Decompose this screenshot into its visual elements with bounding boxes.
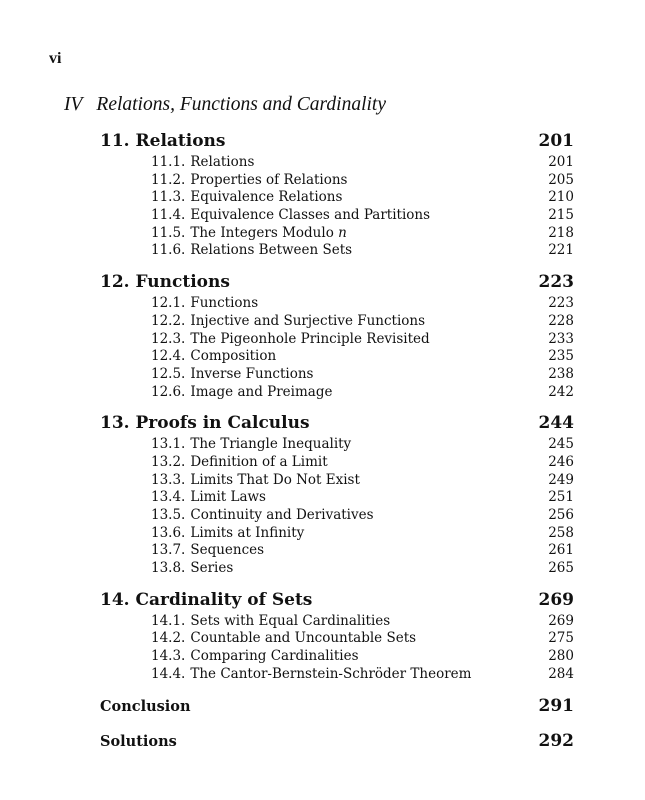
section-title: Inverse Functions — [190, 365, 314, 382]
section-title: Sequences — [190, 542, 265, 559]
section-page: 215 — [548, 207, 574, 224]
back-matter — [100, 693, 574, 754]
section-page: 251 — [548, 489, 574, 506]
section-page: 201 — [548, 154, 574, 170]
section-title: Injective and Surjective Functions — [190, 312, 426, 329]
chapter-12 — [100, 269, 574, 401]
section-number: 13.2. — [151, 453, 186, 470]
section-entry[interactable] — [151, 542, 574, 560]
section-entry[interactable] — [151, 189, 574, 207]
section-entry[interactable] — [151, 172, 574, 190]
section-entry[interactable] — [151, 154, 574, 172]
section-number: 14.3. — [151, 648, 186, 665]
chapter-title: 14. Cardinality of Sets — [100, 589, 313, 610]
section-title: Limit Laws — [190, 489, 266, 506]
section-number: 13.3. — [151, 471, 186, 488]
section-page: 280 — [548, 648, 574, 665]
section-number: 11.5. — [151, 224, 186, 241]
section-page: 218 — [548, 224, 574, 241]
chapter-11 — [100, 128, 574, 260]
section-entry[interactable] — [151, 313, 574, 331]
section-number: 11.4. — [151, 207, 186, 224]
section-entry[interactable] — [151, 242, 574, 260]
section-entry[interactable] — [151, 507, 574, 525]
chapter-13 — [100, 410, 574, 578]
section-title: The Integers Modulo n — [190, 224, 347, 241]
page-number: vi — [49, 50, 62, 67]
section-title: Equivalence Classes and Partitions — [190, 207, 431, 224]
section-page: 261 — [548, 542, 574, 559]
section-page: 235 — [548, 348, 574, 365]
section-title: The Triangle Inequality — [190, 436, 352, 453]
section-title: Series — [190, 560, 234, 577]
section-page: 228 — [548, 312, 574, 329]
section-page: 245 — [548, 436, 574, 453]
section-page: 246 — [548, 453, 574, 470]
section-number: 11.2. — [151, 171, 186, 188]
section-number: 13.1. — [151, 436, 186, 453]
solutions-entry[interactable] — [100, 728, 574, 754]
section-page: 258 — [548, 524, 574, 541]
section-number: 13.6. — [151, 524, 186, 541]
section-page: 205 — [548, 171, 574, 188]
section-title: Image and Preimage — [190, 383, 333, 400]
section-entry[interactable] — [151, 560, 574, 578]
back-matter-title: Solutions — [100, 732, 177, 750]
section-number: 12.5. — [151, 365, 186, 382]
chapter-page: 244 — [538, 413, 574, 434]
section-entry[interactable] — [151, 207, 574, 225]
chapter-page: 223 — [538, 272, 574, 293]
section-number: 13.4. — [151, 489, 186, 506]
section-entry[interactable] — [151, 225, 574, 243]
section-title: Comparing Cardinalities — [190, 648, 359, 665]
conclusion-entry[interactable] — [100, 693, 574, 719]
section-title: Functions — [190, 295, 259, 312]
section-number: 12.1. — [151, 295, 186, 312]
back-matter-page: 291 — [538, 695, 574, 716]
section-entry[interactable] — [151, 648, 574, 666]
chapter-heading[interactable] — [100, 410, 574, 436]
section-page: 269 — [548, 612, 574, 629]
section-entry[interactable] — [151, 348, 574, 366]
section-title: Properties of Relations — [190, 171, 348, 188]
section-list — [100, 613, 574, 684]
section-number: 11.1. — [151, 154, 186, 170]
chapter-heading[interactable] — [100, 587, 574, 613]
chapter-title: 11. Relations — [100, 131, 226, 151]
chapter-page: 201 — [538, 131, 574, 151]
section-title: Definition of a Limit — [190, 453, 328, 470]
section-entry[interactable] — [151, 630, 574, 648]
section-number: 13.5. — [151, 507, 186, 523]
chapter-page: 269 — [538, 589, 574, 610]
section-entry[interactable] — [151, 454, 574, 472]
math-variable: n — [338, 224, 347, 241]
section-page: 221 — [548, 242, 574, 259]
section-entry[interactable] — [151, 295, 574, 313]
back-matter-title: Conclusion — [100, 697, 191, 715]
section-number: 12.4. — [151, 348, 186, 365]
section-title: The Cantor-Bernstein-Schröder Theorem — [190, 665, 472, 682]
section-page: 265 — [548, 560, 574, 577]
section-entry[interactable] — [151, 366, 574, 384]
section-number: 12.3. — [151, 330, 186, 347]
section-number: 11.3. — [151, 189, 186, 206]
section-number: 14.4. — [151, 665, 186, 682]
section-page: 233 — [548, 330, 574, 347]
section-title: Limits That Do Not Exist — [190, 471, 360, 488]
section-entry[interactable] — [151, 666, 574, 684]
section-entry[interactable] — [151, 525, 574, 543]
section-page: 242 — [548, 383, 574, 400]
section-title: Sets with Equal Cardinalities — [190, 612, 391, 629]
part-heading — [64, 94, 386, 116]
chapter-heading[interactable] — [100, 269, 574, 295]
chapter-title: 12. Functions — [100, 272, 230, 293]
section-entry[interactable] — [151, 436, 574, 454]
section-page: 249 — [548, 471, 574, 488]
section-title: Composition — [190, 348, 277, 365]
section-page: 256 — [548, 507, 574, 523]
section-title: The Pigeonhole Principle Revisited — [190, 330, 430, 347]
section-number: 14.2. — [151, 630, 186, 647]
section-number: 13.7. — [151, 542, 186, 559]
section-number: 11.6. — [151, 242, 186, 259]
section-title: Continuity and Derivatives — [190, 507, 374, 523]
section-list — [100, 436, 574, 578]
chapter-14 — [100, 587, 574, 684]
section-title: Countable and Uncountable Sets — [190, 630, 417, 647]
section-list — [100, 154, 574, 260]
section-entry[interactable] — [151, 472, 574, 490]
table-of-contents — [100, 128, 574, 754]
section-number: 12.6. — [151, 383, 186, 400]
section-page: 210 — [548, 189, 574, 206]
part-numeral: IV — [64, 94, 83, 115]
chapter-heading[interactable] — [100, 128, 574, 154]
section-entry[interactable] — [151, 613, 574, 631]
section-entry[interactable] — [151, 384, 574, 402]
section-number: 12.2. — [151, 312, 186, 329]
section-number: 13.8. — [151, 560, 186, 577]
section-list — [100, 295, 574, 401]
chapter-title: 13. Proofs in Calculus — [100, 413, 310, 434]
section-page: 238 — [548, 365, 574, 382]
section-title: Equivalence Relations — [190, 189, 343, 206]
section-entry[interactable] — [151, 331, 574, 349]
back-matter-page: 292 — [538, 730, 574, 751]
section-title: Relations — [190, 154, 255, 170]
section-title: Relations Between Sets — [190, 242, 353, 259]
section-page: 223 — [548, 295, 574, 312]
section-page: 284 — [548, 665, 574, 682]
section-entry[interactable] — [151, 489, 574, 507]
section-number: 14.1. — [151, 612, 186, 629]
section-page: 275 — [548, 630, 574, 647]
part-title: Relations, Functions and Cardinality — [96, 94, 387, 115]
section-title: Limits at Infinity — [190, 524, 305, 541]
